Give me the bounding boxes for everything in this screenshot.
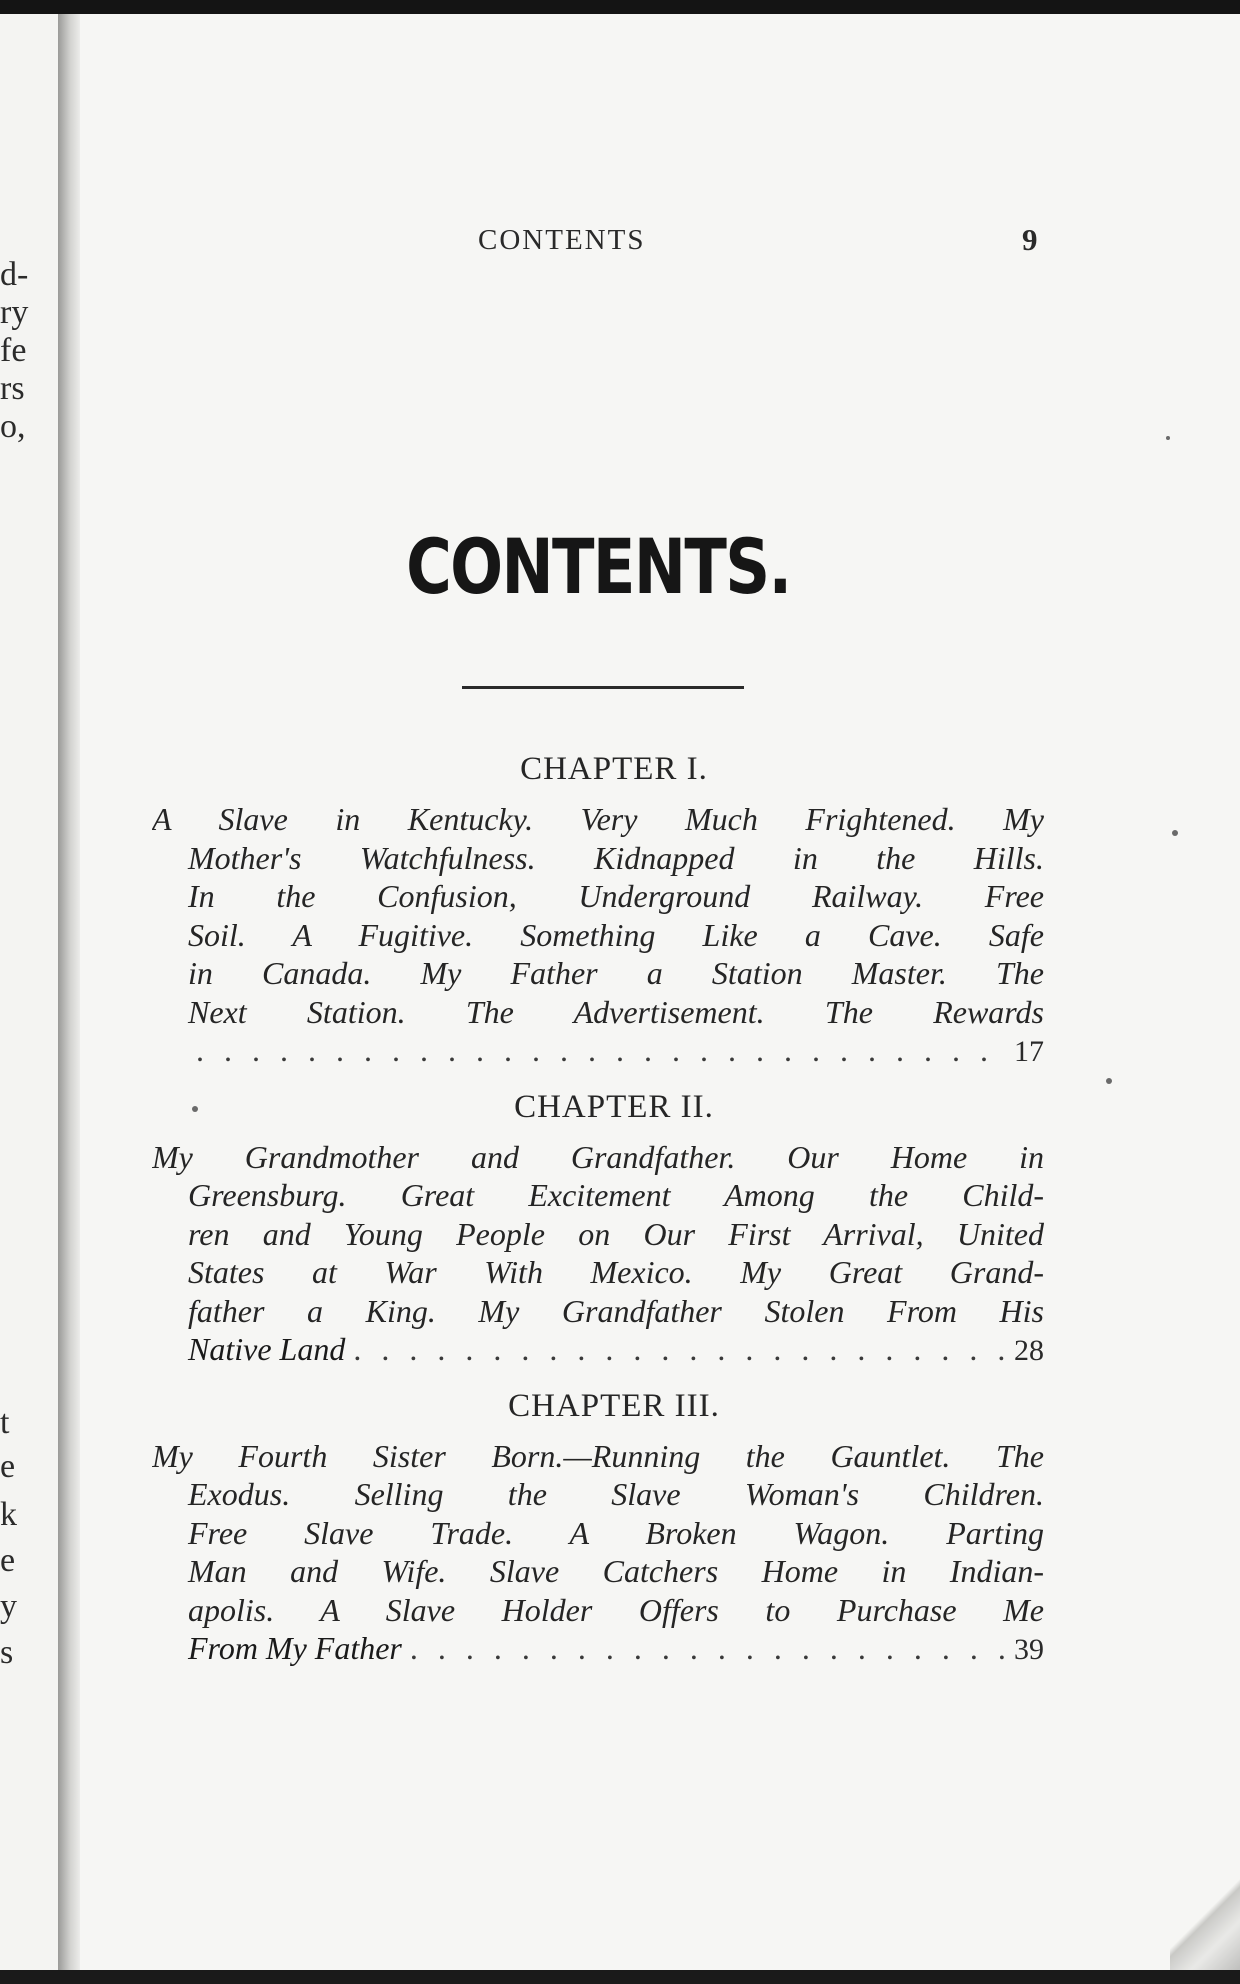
page-reference-line [152,1629,1044,1668]
chapter-page-number: 39 [1014,1633,1044,1666]
chapter-page-number: 17 [1014,1035,1044,1068]
page-reference-line [152,1330,1044,1369]
facing-text-fragment: k [0,1496,17,1533]
summary-line: A Slave in Kentucky. Very Much Frightened. My [152,801,1044,837]
summary-last-line: Native Land [188,1331,346,1367]
scan-bottom-border [0,1970,1240,1984]
summary-line: in Canada. My Father a Station Master. The [188,955,1044,991]
table-of-contents [152,744,1044,1668]
summary-line: father a King. My Grandfather Stolen From His [188,1292,1044,1329]
dot-leader [353,1330,1006,1369]
summary-line: Free Slave Trade. A Broken Wagon. Parting [188,1514,1044,1551]
summary-line: apolis. A Slave Holder Offers to Purchase Me [188,1591,1044,1628]
summary-line: Soil. A Fugitive. Something Like a Cave. Safe [188,916,1044,953]
title-rule [462,686,744,689]
facing-text-fragment: e [0,1448,16,1485]
summary-line: My Fourth Sister Born.—Running the Gauntlet. The [152,1437,1044,1474]
facing-text-fragment: o, [0,408,26,445]
toc-entry-chapter-2 [152,1082,1044,1369]
chapter-page-number: 28 [1014,1334,1044,1367]
summary-line: Greensburg. Great Excitement Among the Child- [188,1177,1044,1213]
summary-last-line: From My Father [188,1630,402,1666]
summary-line: Mother's Watchfulness. Kidnapped in the Hills. [188,839,1044,876]
summary-line: Man and Wife. Slave Catchers Home in Indian- [188,1553,1044,1589]
facing-text-fragment: t [0,1404,10,1441]
facing-text-fragment: y [0,1588,17,1625]
page-number: 9 [1022,222,1038,257]
chapter-summary [152,800,1044,1031]
running-head: CONTENTS [478,224,646,256]
facing-page-edge [0,14,60,1984]
facing-text-fragment: s [0,1634,14,1671]
chapter-summary [152,1138,1044,1331]
facing-text-fragment: rs [0,370,25,407]
facing-text-fragment: fe [0,332,27,369]
page-corner-curl [1170,1872,1240,1972]
book-page [80,14,1240,1972]
book-gutter [58,14,80,1984]
summary-line: ren and Young People on Our First Arrival, United [188,1215,1044,1252]
scan-speck [192,1106,198,1112]
scan-top-border [0,0,1240,14]
scan-speck [1166,436,1170,440]
scan-speck [1172,830,1178,836]
chapter-heading: CHAPTER III. [508,1387,720,1424]
summary-line: In the Confusion, Underground Railway. Free [188,878,1044,914]
toc-entry-chapter-1 [152,744,1044,1070]
facing-text-fragment: ry [0,294,29,331]
page-reference-line [152,1031,1044,1070]
scan-speck [1106,1078,1112,1084]
facing-text-fragment: d- [0,256,29,293]
summary-line: My Grandmother and Grandfather. Our Home in [152,1138,1044,1175]
chapter-summary [152,1437,1044,1630]
dot-leader [410,1629,1006,1668]
chapter-heading: CHAPTER II. [514,1088,714,1125]
summary-line: Next Station. The Advertisement. The Rewards [188,993,1044,1030]
chapter-heading: CHAPTER I. [520,751,708,787]
summary-line: Exodus. Selling the Slave Woman's Children. [188,1476,1044,1512]
summary-line: States at War With Mexico. My Great Grand- [188,1254,1044,1290]
page-header [80,224,1240,270]
page-title: CONTENTS. [406,522,791,611]
facing-text-fragment: e [0,1542,16,1579]
dot-leader [196,1031,1006,1070]
toc-entry-chapter-3 [152,1381,1044,1668]
